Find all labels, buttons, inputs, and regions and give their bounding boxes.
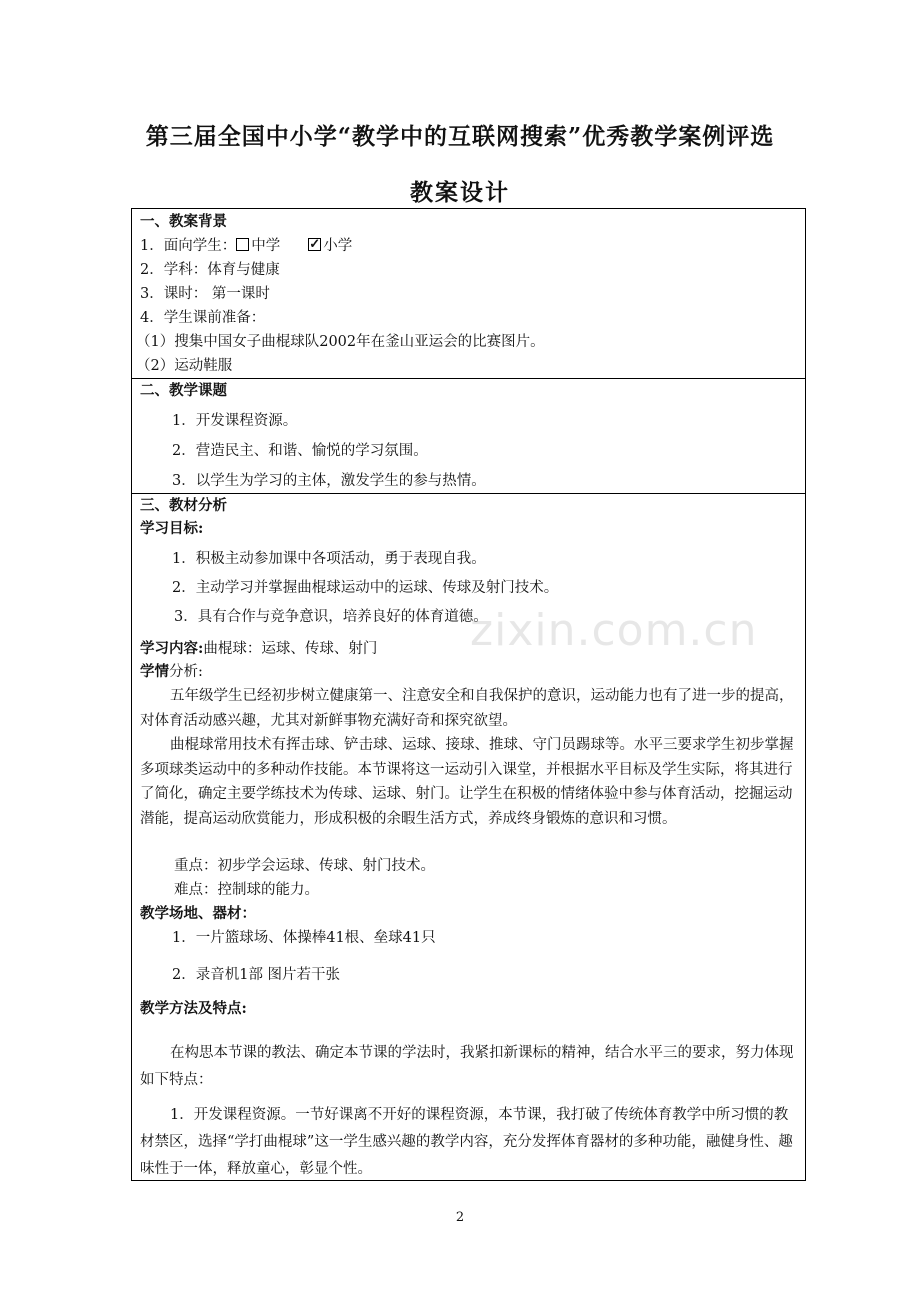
content-line [140,639,377,659]
watermark: zixin.com.cn [470,605,758,656]
divider [132,378,805,379]
prep-item-2: （2）运动鞋服 [136,358,233,374]
prep-line: 4．学生课前准备： [140,310,266,326]
situation-label: 学情 [140,663,169,680]
key-point-line: 重点：初步学会运球、传球、射门技术。 [174,858,435,874]
page-number: 2 [455,1210,465,1225]
checkbox-primary-school [308,238,321,251]
document-subtitle: 教案设计 [410,179,510,206]
method-paragraphs [140,1040,800,1183]
period-line: 3．课时： 第一课时 [140,286,270,302]
goal-item-3: 3．具有合作与竞争意识，培养良好的体育道德。 [174,609,488,625]
option-middle-school: 中学 [251,238,281,254]
section-background-heading: 一、教案背景 [140,213,227,230]
venue-item-2: 2．录音机1部 图片若干张 [172,967,341,983]
situation-line [140,662,203,682]
content-label: 学习内容: [140,640,204,657]
topic-item-1: 1．开发课程资源。 [172,413,298,429]
method-paragraph-1: 在构思本节课的教法、确定本节课的学法时，我紧扣新课标的精神，结合水平三的要求，努力体现如下特点： [140,1045,794,1088]
checkbox-middle-school [236,238,249,251]
content-value: 曲棍球：运球、传球、射门 [203,641,378,657]
difficulty-line: 难点：控制球的能力。 [174,882,319,898]
situation-label-rest: 分析: [169,664,203,680]
method-label: 教学方法及特点: [140,1000,247,1017]
section-topic-heading: 二、教学课题 [140,382,227,399]
goal-item-1: 1．积极主动参加课中各项活动，勇于表现自我。 [172,551,486,567]
situation-paragraph-2: 曲棍球常用技术有挥击球、铲击球、运球、接球、推球、守门员踢球等。水平三要求学生初步掌握多项球类运动中的多种动作技能。本节课将这一运动引入课堂，并根据水平目标及学生实际，将其进行了简化，确定主要学练技术为传球、运球、射门。让学生在积极的情绪体验中参与体育活动，挖掘运动潜能，提高运动欣赏能力，形成积极的余暇生活方式，养成终身锻炼的意识和习惯。 [140,737,794,827]
situation-paragraphs [140,684,800,831]
venue-item-1: 1．一片篮球场、体操棒41根、垒球41只 [172,930,436,946]
lesson-plan-table [131,208,806,1181]
document-title: 第三届全国中小学“教学中的互联网搜索”优秀教学案例评选 [145,123,775,150]
venue-label: 教学场地、器材： [140,905,256,922]
goal-item-2: 2．主动学习并掌握曲棍球运动中的运球、传球及射门技术。 [172,580,559,596]
students-row [140,236,352,256]
topic-item-2: 2．营造民主、和谐、愉悦的学习氛围。 [172,443,428,459]
section-analysis-heading: 三、教材分析 [140,497,227,514]
prep-item-1: （1）搜集中国女子曲棍球队2002年在釜山亚运会的比赛图片。 [136,334,545,350]
divider [132,493,805,494]
goals-label: 学习目标: [140,520,204,537]
option-primary-school: 小学 [323,238,353,254]
situation-paragraph-1: 五年级学生已经初步树立健康第一、注意安全和自我保护的意识，运动能力也有了进一步的提高，对体育活动感兴趣，尤其对新鲜事物充满好奇和探究欲望。 [140,688,794,729]
subject-line: 2．学科：体育与健康 [140,262,280,278]
method-paragraph-2: 1．开发课程资源。一节好课离不开好的课程资源，本节课，我打破了传统体育教学中所习惯的教材禁区，选择“学打曲棍球”这一学生感兴趣的教学内容，充分发挥体育器材的多种功能，融健身性、趣味性于一体，释放童心，彰显个性。 [140,1107,793,1177]
students-label: 1．面向学生： [140,238,237,254]
topic-item-3: 3．以学生为学习的主体，激发学生的参与热情。 [172,473,486,489]
